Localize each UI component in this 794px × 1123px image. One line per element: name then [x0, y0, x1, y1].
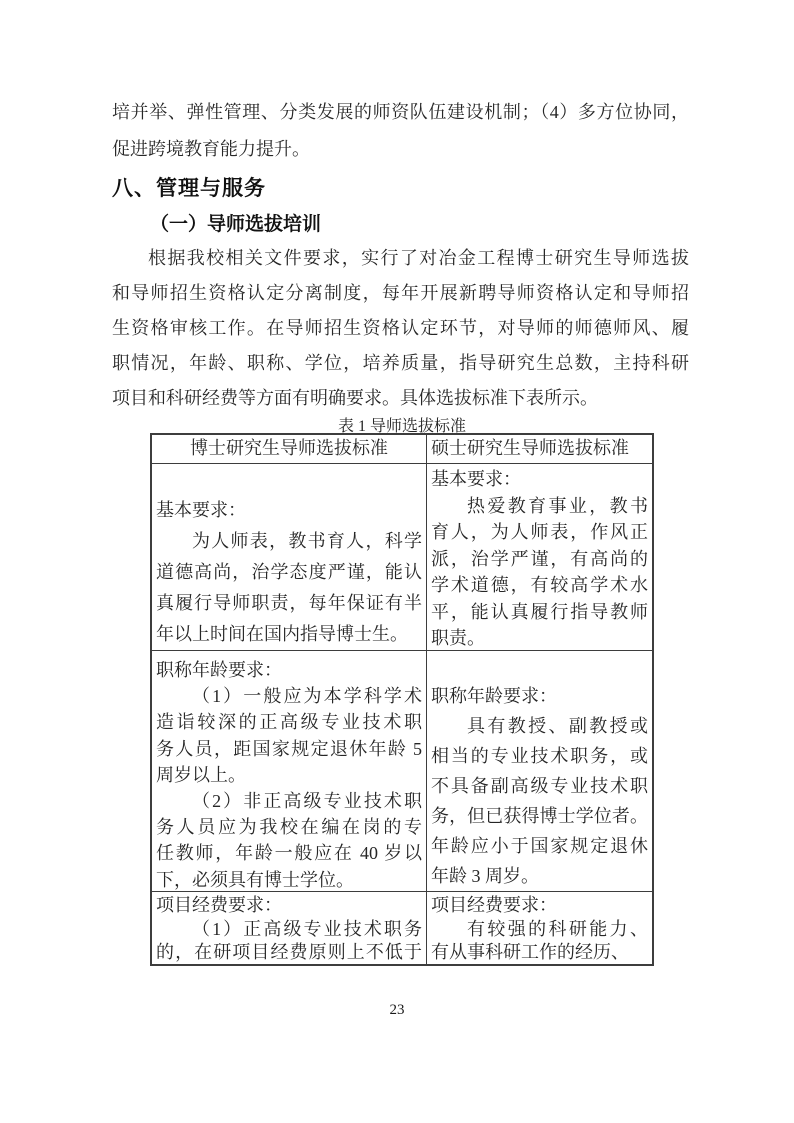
cell-line: 相当的专业技术职务，或	[431, 746, 648, 766]
body-line: 生资格审核工作。在导师招生资格认定环节，对导师的师德师风、履	[112, 318, 689, 338]
cell-line: （2）非正高级专业技术职	[192, 791, 422, 812]
cell-line: （1）一般应为本学科学术	[192, 686, 422, 707]
cell-line: 基本要求：	[156, 500, 246, 520]
page-number: 23	[389, 1002, 405, 1018]
intro-line: 促进跨境教育能力提升。	[112, 139, 310, 159]
cell-line: 平，能认真履行指导教师	[431, 601, 648, 622]
cell-line: 年龄 3 周岁。	[431, 866, 539, 886]
cell-line: （1）正高级专业技术职务	[192, 918, 422, 939]
cell-line: 热爱教育事业，教书	[467, 495, 648, 516]
cell-line: 职责。	[431, 628, 485, 648]
cell-line: 项目经费要求：	[431, 895, 557, 915]
cell-line	[431, 651, 648, 681]
cell-doctoral-basic	[152, 464, 427, 650]
cell-line	[156, 464, 422, 495]
header-cell-doctoral: 博士研究生导师选拔标准	[152, 435, 427, 463]
body-paragraph	[112, 241, 689, 416]
cell-line: 年以上时间在国内指导博士生。	[156, 624, 408, 644]
cell-doctoral-title-age	[152, 651, 427, 891]
intro-line: 培并举、弹性管理、分类发展的师资队伍建设机制；（4）多方位协同，	[112, 102, 689, 122]
cell-line: 造诣较深的正高级专业技术职	[156, 712, 422, 733]
cell-line: 为人师表，教书育人，科学	[192, 531, 422, 551]
subsection-heading: （一）导师选拔培训	[150, 214, 322, 235]
cell-line: 不具备副高级专业技术职	[431, 776, 648, 796]
cell-line: 有从事科研工作的经历、	[431, 942, 629, 962]
cell-line: 项目经费要求：	[156, 895, 282, 915]
cell-line: 道德高尚，治学态度严谨，能认	[156, 562, 422, 582]
cell-line: 派，治学严谨，有高尚的	[431, 548, 648, 569]
cell-line: 的，在研项目经费原则上不低于	[156, 942, 422, 962]
supervisor-standards-table	[150, 433, 654, 966]
cell-line: 有较强的科研能力、	[467, 918, 648, 939]
table-row-funding-requirements	[152, 891, 652, 964]
cell-master-basic	[427, 464, 652, 650]
body-line: 项目和科研经费等方面有明确要求。具体选拔标准下表所示。	[112, 388, 598, 408]
cell-line: 职称年龄要求：	[156, 660, 282, 680]
cell-doctoral-funding	[152, 892, 427, 964]
table-header-row	[152, 435, 652, 463]
cell-line: 务人员，距国家规定退休年龄 5	[156, 738, 422, 759]
cell-line: 育人，为人师表，作风正	[431, 522, 648, 542]
cell-line: 真履行导师职责，每年保证有半	[156, 593, 422, 613]
cell-line: 基本要求：	[431, 469, 521, 489]
table-row-basic-requirements	[152, 463, 652, 650]
cell-line: 任教师，年龄一般应在 40 岁以	[156, 843, 422, 864]
cell-line: 学术道德，有较高学术水	[431, 575, 648, 595]
cell-line: 下，必须具有博士学位。	[156, 869, 354, 890]
cell-master-funding	[427, 892, 652, 964]
cell-line: 务人员应为我校在编在岗的专	[156, 817, 422, 838]
table-row-title-age-requirements	[152, 650, 652, 891]
cell-line: 职称年龄要求：	[431, 686, 557, 706]
body-line: 和导师招生资格认定分离制度，每年开展新聘导师资格认定和导师招	[112, 283, 689, 303]
table-caption: 表 1 导师选拔标准	[337, 418, 466, 435]
cell-line: 周岁以上。	[156, 764, 246, 785]
cell-master-title-age	[427, 651, 652, 891]
cell-line: 年龄应小于国家规定退休	[431, 836, 648, 856]
intro-paragraph	[112, 94, 689, 168]
body-line: 根据我校相关文件要求，实行了对冶金工程博士研究生导师选拔	[148, 248, 689, 268]
cell-line: 务，但已获得博士学位者。	[431, 806, 648, 826]
section-heading: 八、管理与服务	[112, 177, 266, 200]
cell-line: 具有教授、副教授或	[467, 716, 648, 736]
body-line: 职情况，年龄、职称、学位，培养质量，指导研究生总数，主持科研	[112, 353, 689, 373]
header-cell-master: 硕士研究生导师选拔标准	[431, 438, 629, 458]
